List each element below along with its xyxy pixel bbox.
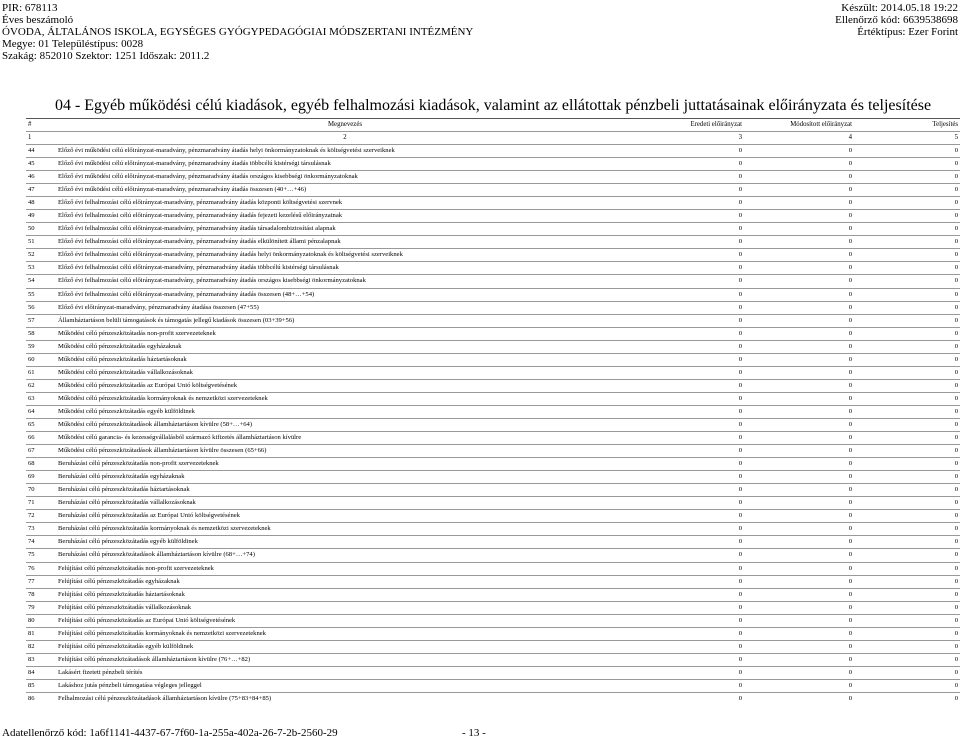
table-row — [26, 145, 960, 158]
row-modified: 0 — [744, 327, 854, 340]
row-index: 86 — [26, 692, 56, 705]
row-fulfilled: 0 — [854, 692, 960, 705]
row-name: Előző évi előirányzat-maradvány, pénzmaradvány átadása összesen (47+55) — [56, 301, 634, 314]
row-index: 84 — [26, 666, 56, 679]
row-index: 61 — [26, 366, 56, 379]
row-modified: 0 — [744, 549, 854, 562]
row-name: Felújítási célú pénzeszközátadás kormányoknak és nemzetközi szervezeteknek — [56, 627, 634, 640]
row-fulfilled: 0 — [854, 471, 960, 484]
row-name: Előző évi felhalmozási célú előirányzat-maradvány, pénzmaradvány átadás helyi önkormányzatoknak és költségvetési szerveiknek — [56, 249, 634, 262]
table-row — [26, 562, 960, 575]
row-fulfilled: 0 — [854, 184, 960, 197]
report-type-line: Éves beszámoló — [2, 14, 74, 26]
row-index: 67 — [26, 445, 56, 458]
row-name: Beruházási célú pénzeszközátadás vállalkozásoknak — [56, 497, 634, 510]
table-row — [26, 418, 960, 431]
col-header-original: Eredeti előirányzat — [634, 119, 744, 132]
row-original: 0 — [634, 197, 744, 210]
row-modified: 0 — [744, 692, 854, 705]
row-modified: 0 — [744, 158, 854, 171]
row-name: Működési célú pénzeszközátadás non-profit szervezeteknek — [56, 327, 634, 340]
row-index: 52 — [26, 249, 56, 262]
row-modified: 0 — [744, 510, 854, 523]
table-row — [26, 197, 960, 210]
row-fulfilled: 0 — [854, 549, 960, 562]
row-original: 0 — [634, 210, 744, 223]
row-modified: 0 — [744, 588, 854, 601]
row-index: 83 — [26, 653, 56, 666]
table-row — [26, 340, 960, 353]
row-modified: 0 — [744, 275, 854, 288]
row-fulfilled: 0 — [854, 197, 960, 210]
row-original: 0 — [634, 171, 744, 184]
row-index: 45 — [26, 158, 56, 171]
table-row — [26, 575, 960, 588]
row-original: 0 — [634, 640, 744, 653]
row-fulfilled: 0 — [854, 523, 960, 536]
row-fulfilled: 0 — [854, 536, 960, 549]
row-original: 0 — [634, 575, 744, 588]
row-modified: 0 — [744, 379, 854, 392]
row-fulfilled: 0 — [854, 366, 960, 379]
row-fulfilled: 0 — [854, 353, 960, 366]
row-fulfilled: 0 — [854, 510, 960, 523]
row-modified: 0 — [744, 340, 854, 353]
row-original: 0 — [634, 497, 744, 510]
row-modified: 0 — [744, 288, 854, 301]
row-index: 76 — [26, 562, 56, 575]
row-index: 58 — [26, 327, 56, 340]
row-name: Felújítási célú pénzeszközátadás egyházaknak — [56, 575, 634, 588]
row-original: 0 — [634, 301, 744, 314]
row-modified: 0 — [744, 353, 854, 366]
row-fulfilled: 0 — [854, 236, 960, 249]
row-fulfilled: 0 — [854, 666, 960, 679]
row-fulfilled: 0 — [854, 405, 960, 418]
row-fulfilled: 0 — [854, 145, 960, 158]
row-name: Előző évi felhalmozási célú előirányzat-maradvány, pénzmaradvány átadás országos kisebbségi önkormányzatoknak — [56, 275, 634, 288]
row-original: 0 — [634, 458, 744, 471]
row-index: 73 — [26, 523, 56, 536]
row-index: 72 — [26, 510, 56, 523]
row-index: 50 — [26, 223, 56, 236]
row-index: 69 — [26, 471, 56, 484]
row-index: 80 — [26, 614, 56, 627]
row-modified: 0 — [744, 614, 854, 627]
row-name: Felújítási célú pénzeszközátadás non-profit szervezeteknek — [56, 562, 634, 575]
table-row — [26, 171, 960, 184]
row-index: 48 — [26, 197, 56, 210]
row-fulfilled: 0 — [854, 392, 960, 405]
table-row — [26, 366, 960, 379]
row-index: 68 — [26, 458, 56, 471]
table-row — [26, 601, 960, 614]
row-fulfilled: 0 — [854, 601, 960, 614]
table-row — [26, 327, 960, 340]
row-fulfilled: 0 — [854, 640, 960, 653]
table-row — [26, 184, 960, 197]
row-name: Működési célú garancia- és kezességvállalásból származó kifizetés államháztartáson kívülre — [56, 432, 634, 445]
table-row — [26, 484, 960, 497]
row-modified: 0 — [744, 601, 854, 614]
row-original: 0 — [634, 392, 744, 405]
table-row — [26, 275, 960, 288]
row-name: Működési célú pénzeszközátadás kormányoknak és nemzetközi szervezeteknek — [56, 392, 634, 405]
pir-line: PIR: 678113 — [2, 2, 58, 14]
row-index: 47 — [26, 184, 56, 197]
table-row — [26, 236, 960, 249]
row-original: 0 — [634, 340, 744, 353]
row-name: Beruházási célú pénzeszközátadás non-profit szervezeteknek — [56, 458, 634, 471]
row-original: 0 — [634, 666, 744, 679]
row-fulfilled: 0 — [854, 262, 960, 275]
row-name: Előző évi működési célú előirányzat-maradvány, pénzmaradvány átadás többcélú kistérségi társulásnak — [56, 158, 634, 171]
row-original: 0 — [634, 653, 744, 666]
column-number-row — [26, 132, 960, 145]
col-number: 3 — [634, 132, 744, 145]
table-row — [26, 549, 960, 562]
row-original: 0 — [634, 445, 744, 458]
row-fulfilled: 0 — [854, 314, 960, 327]
row-modified: 0 — [744, 171, 854, 184]
page-title: 04 - Egyéb működési célú kiadások, egyéb felhalmozási kiadások, valamint az ellátottak pénzbeli juttatásainak előirányzata és teljesítése — [54, 97, 932, 114]
row-original: 0 — [634, 418, 744, 431]
row-fulfilled: 0 — [854, 327, 960, 340]
table-row — [26, 523, 960, 536]
col-number: 2 — [56, 132, 634, 145]
row-modified: 0 — [744, 223, 854, 236]
row-name: Előző évi működési célú előirányzat-maradvány, pénzmaradvány átadás helyi önkormányzatoknak és költségvetési szerveiknek — [56, 145, 634, 158]
table-row — [26, 223, 960, 236]
row-index: 71 — [26, 497, 56, 510]
table-row — [26, 249, 960, 262]
row-modified: 0 — [744, 314, 854, 327]
row-modified: 0 — [744, 301, 854, 314]
col-header-modified: Módosított előirányzat — [744, 119, 854, 132]
row-modified: 0 — [744, 184, 854, 197]
row-fulfilled: 0 — [854, 301, 960, 314]
row-fulfilled: 0 — [854, 575, 960, 588]
table-row — [26, 158, 960, 171]
row-modified: 0 — [744, 497, 854, 510]
row-index: 65 — [26, 418, 56, 431]
table-row — [26, 353, 960, 366]
col-number: 1 — [26, 132, 56, 145]
row-name: Államháztartáson belüli támogatások és támogatás jellegű kiadások összesen (03+39+56) — [56, 314, 634, 327]
row-name: Előző évi felhalmozási célú előirányzat-maradvány, pénzmaradvány átadás elkülönített állami pénzalapnak — [56, 236, 634, 249]
row-name: Beruházási célú pénzeszközátadás kormányoknak és nemzetközi szervezeteknek — [56, 523, 634, 536]
row-original: 0 — [634, 288, 744, 301]
row-fulfilled: 0 — [854, 484, 960, 497]
table-row — [26, 262, 960, 275]
table-row — [26, 392, 960, 405]
row-original: 0 — [634, 184, 744, 197]
table-row — [26, 432, 960, 445]
page-number: - 13 - — [462, 727, 486, 739]
table-row — [26, 405, 960, 418]
row-name: Előző évi működési célú előirányzat-maradvány, pénzmaradvány átadás országos kisebbségi önkormányzatoknak — [56, 171, 634, 184]
row-index: 46 — [26, 171, 56, 184]
row-fulfilled: 0 — [854, 432, 960, 445]
row-fulfilled: 0 — [854, 679, 960, 692]
row-name: Előző évi felhalmozási célú előirányzat-maradvány, pénzmaradvány átadás fejezeti kezelésű előirányzatnak — [56, 210, 634, 223]
row-original: 0 — [634, 562, 744, 575]
row-name: Beruházási célú pénzeszközátadások államháztartáson kívülre (68+…+74) — [56, 549, 634, 562]
row-index: 82 — [26, 640, 56, 653]
row-modified: 0 — [744, 679, 854, 692]
row-fulfilled: 0 — [854, 653, 960, 666]
row-name: Működési célú pénzeszközátadás vállalkozásoknak — [56, 366, 634, 379]
row-original: 0 — [634, 327, 744, 340]
row-fulfilled: 0 — [854, 158, 960, 171]
row-modified: 0 — [744, 405, 854, 418]
row-name: Előző évi működési célú előirányzat-maradvány, pénzmaradvány átadás összesen (40+…+46) — [56, 184, 634, 197]
row-index: 77 — [26, 575, 56, 588]
row-modified: 0 — [744, 445, 854, 458]
row-name: Működési célú pénzeszközátadások államháztartáson kívülre (58+…+64) — [56, 418, 634, 431]
table-row — [26, 679, 960, 692]
row-index: 70 — [26, 484, 56, 497]
row-name: Előző évi felhalmozási célú előirányzat-maradvány, pénzmaradvány átadás többcélú kistérségi társulásnak — [56, 262, 634, 275]
row-fulfilled: 0 — [854, 288, 960, 301]
row-modified: 0 — [744, 432, 854, 445]
row-name: Beruházási célú pénzeszközátadás egyéb külföldinek — [56, 536, 634, 549]
table-row — [26, 666, 960, 679]
col-header-name: Megnevezés — [56, 119, 634, 132]
row-name: Előző évi felhalmozási célú előirányzat-maradvány, pénzmaradvány átadás összesen (48+…+54) — [56, 288, 634, 301]
table-row — [26, 640, 960, 653]
row-name: Beruházási célú pénzeszközátadás háztartásoknak — [56, 484, 634, 497]
row-modified: 0 — [744, 418, 854, 431]
row-name: Beruházási célú pénzeszközátadás egyházaknak — [56, 471, 634, 484]
institution-line: ÓVODA, ÁLTALÁNOS ISKOLA, EGYSÉGES GYÓGYPEDAGÓGIAI MÓDSZERTANI INTÉZMÉNY — [2, 26, 474, 38]
row-name: Lakásért fizetett pénzbeli térítés — [56, 666, 634, 679]
row-modified: 0 — [744, 471, 854, 484]
row-modified: 0 — [744, 653, 854, 666]
check-code-line: Ellenőrző kód: 6639538698 — [835, 14, 958, 26]
table-row — [26, 301, 960, 314]
col-number: 5 — [854, 132, 960, 145]
row-original: 0 — [634, 145, 744, 158]
row-index: 54 — [26, 275, 56, 288]
table-row — [26, 627, 960, 640]
table-row — [26, 692, 960, 705]
row-name: Felhalmozási célú pénzeszközátadások államháztartáson kívülre (75+83+84+85) — [56, 692, 634, 705]
row-name: Működési célú pénzeszközátadás egyházaknak — [56, 340, 634, 353]
row-index: 81 — [26, 627, 56, 640]
row-index: 85 — [26, 679, 56, 692]
row-index: 55 — [26, 288, 56, 301]
report-header-right — [835, 2, 958, 38]
row-modified: 0 — [744, 458, 854, 471]
row-original: 0 — [634, 614, 744, 627]
row-fulfilled: 0 — [854, 275, 960, 288]
row-fulfilled: 0 — [854, 171, 960, 184]
check-code-footer: Adatellenőrző kód: 1a6f1141-4437-67-7f60-1a-255a-402a-26-7-2b-2560-29 — [2, 727, 338, 739]
row-original: 0 — [634, 471, 744, 484]
row-modified: 0 — [744, 366, 854, 379]
row-fulfilled: 0 — [854, 497, 960, 510]
row-name: Működési célú pénzeszközátadás egyéb külföldinek — [56, 405, 634, 418]
sector-line: Szakág: 852010 Szektor: 1251 Időszak: 2011.2 — [2, 50, 210, 62]
row-modified: 0 — [744, 562, 854, 575]
row-modified: 0 — [744, 666, 854, 679]
row-original: 0 — [634, 549, 744, 562]
row-fulfilled: 0 — [854, 418, 960, 431]
row-name: Működési célú pénzeszközátadás háztartásoknak — [56, 353, 634, 366]
row-modified: 0 — [744, 145, 854, 158]
row-fulfilled: 0 — [854, 249, 960, 262]
row-original: 0 — [634, 692, 744, 705]
row-modified: 0 — [744, 236, 854, 249]
row-fulfilled: 0 — [854, 562, 960, 575]
row-modified: 0 — [744, 640, 854, 653]
row-fulfilled: 0 — [854, 614, 960, 627]
report-header-left — [2, 2, 473, 62]
row-original: 0 — [634, 588, 744, 601]
row-fulfilled: 0 — [854, 445, 960, 458]
row-original: 0 — [634, 405, 744, 418]
table-row — [26, 536, 960, 549]
row-modified: 0 — [744, 249, 854, 262]
table-row — [26, 497, 960, 510]
row-index: 74 — [26, 536, 56, 549]
row-index: 60 — [26, 353, 56, 366]
row-name: Előző évi felhalmozási célú előirányzat-maradvány, pénzmaradvány átadás társadalombiztosítási alapnak — [56, 223, 634, 236]
col-number: 4 — [744, 132, 854, 145]
row-original: 0 — [634, 275, 744, 288]
row-index: 57 — [26, 314, 56, 327]
column-header-row — [26, 119, 960, 132]
row-index: 78 — [26, 588, 56, 601]
created-line: Készült: 2014.05.18 19:22 — [841, 2, 958, 14]
table-row — [26, 471, 960, 484]
row-index: 53 — [26, 262, 56, 275]
row-modified: 0 — [744, 536, 854, 549]
row-original: 0 — [634, 353, 744, 366]
row-original: 0 — [634, 510, 744, 523]
row-fulfilled: 0 — [854, 210, 960, 223]
row-index: 62 — [26, 379, 56, 392]
row-fulfilled: 0 — [854, 627, 960, 640]
row-name: Felújítási célú pénzeszközátadás háztartásoknak — [56, 588, 634, 601]
row-original: 0 — [634, 432, 744, 445]
row-modified: 0 — [744, 392, 854, 405]
row-index: 63 — [26, 392, 56, 405]
row-modified: 0 — [744, 197, 854, 210]
row-name: Beruházási célú pénzeszközátadás az Európai Unió költségvetésének — [56, 510, 634, 523]
row-index: 64 — [26, 405, 56, 418]
table-row — [26, 314, 960, 327]
row-original: 0 — [634, 249, 744, 262]
row-modified: 0 — [744, 575, 854, 588]
row-index: 49 — [26, 210, 56, 223]
row-modified: 0 — [744, 627, 854, 640]
row-name: Működési célú pénzeszközátadások államháztartáson kívülre összesen (65+66) — [56, 445, 634, 458]
row-index: 56 — [26, 301, 56, 314]
row-original: 0 — [634, 158, 744, 171]
row-index: 66 — [26, 432, 56, 445]
table-row — [26, 653, 960, 666]
table-row — [26, 614, 960, 627]
row-name: Felújítási célú pénzeszközátadás vállalkozásoknak — [56, 601, 634, 614]
row-fulfilled: 0 — [854, 458, 960, 471]
row-original: 0 — [634, 536, 744, 549]
row-original: 0 — [634, 601, 744, 614]
row-modified: 0 — [744, 484, 854, 497]
table-row — [26, 379, 960, 392]
row-fulfilled: 0 — [854, 223, 960, 236]
table-row — [26, 510, 960, 523]
row-original: 0 — [634, 523, 744, 536]
row-name: Felújítási célú pénzeszközátadás az Európai Unió költségvetésének — [56, 614, 634, 627]
row-index: 59 — [26, 340, 56, 353]
table-row — [26, 458, 960, 471]
row-original: 0 — [634, 627, 744, 640]
row-original: 0 — [634, 484, 744, 497]
col-header-fulfilled: Teljesítés — [854, 119, 960, 132]
table-row — [26, 588, 960, 601]
row-modified: 0 — [744, 210, 854, 223]
col-header-index: # — [26, 119, 56, 132]
row-index: 51 — [26, 236, 56, 249]
row-original: 0 — [634, 314, 744, 327]
row-index: 79 — [26, 601, 56, 614]
row-name: Működési célú pénzeszközátadás az Európai Unió költségvetésének — [56, 379, 634, 392]
table-row — [26, 288, 960, 301]
row-name: Lakáshoz jutás pénzbeli támogatása végleges jelleggel — [56, 679, 634, 692]
row-name: Felújítási célú pénzeszközátadások államháztartáson kívülre (76+…+82) — [56, 653, 634, 666]
row-fulfilled: 0 — [854, 379, 960, 392]
row-original: 0 — [634, 379, 744, 392]
row-original: 0 — [634, 236, 744, 249]
data-table — [26, 118, 960, 705]
row-name: Felújítási célú pénzeszközátadás egyéb külföldinek — [56, 640, 634, 653]
row-fulfilled: 0 — [854, 340, 960, 353]
value-type-line: Értéktípus: Ezer Forint — [857, 26, 958, 38]
row-modified: 0 — [744, 262, 854, 275]
table-row — [26, 445, 960, 458]
row-original: 0 — [634, 262, 744, 275]
row-original: 0 — [634, 366, 744, 379]
row-fulfilled: 0 — [854, 588, 960, 601]
row-original: 0 — [634, 223, 744, 236]
row-original: 0 — [634, 679, 744, 692]
row-index: 44 — [26, 145, 56, 158]
row-name: Előző évi felhalmozási célú előirányzat-maradvány, pénzmaradvány átadás központi költségvetési szervnek — [56, 197, 634, 210]
row-index: 75 — [26, 549, 56, 562]
county-line: Megye: 01 Településtípus: 0028 — [2, 38, 144, 50]
table-row — [26, 210, 960, 223]
row-modified: 0 — [744, 523, 854, 536]
